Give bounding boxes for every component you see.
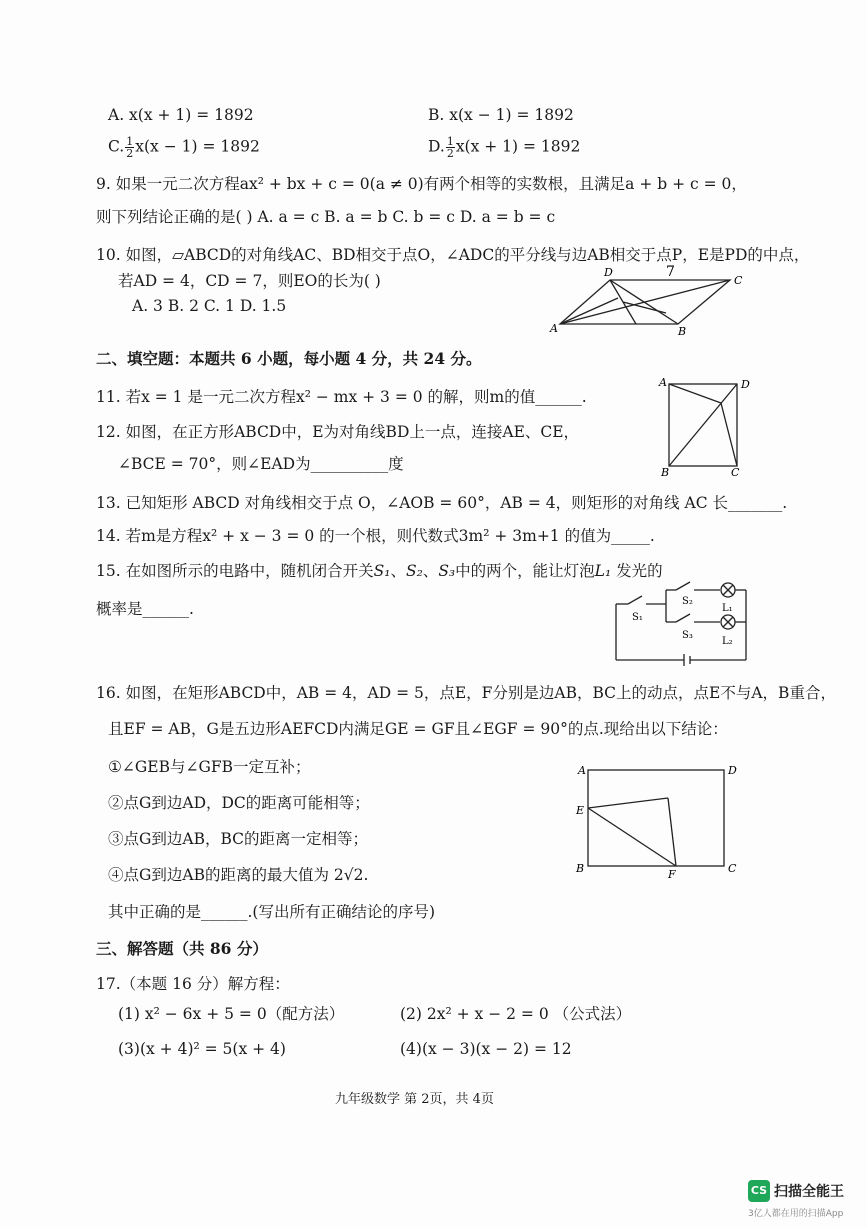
- q10-given: 若AD = 4，CD = 7，则EO的长为( ): [118, 272, 381, 290]
- q16-conclusion-2: ②点G到边AD，DC的距离可能相等；: [108, 794, 370, 812]
- q8-option-a: A. x(x + 1) = 1892: [108, 106, 254, 124]
- q15-switch-s3: S₃: [438, 562, 456, 580]
- q15-fig-s3: S₃: [682, 630, 693, 641]
- q8-option-c: C. $\frac{1}{2}$ x(x − 1) = 1892: [108, 135, 260, 160]
- q16-label-d: D: [728, 764, 737, 777]
- q10-label-b: B: [678, 325, 687, 338]
- q16-ask: 其中正确的是______.(写出所有正确结论的序号): [108, 903, 436, 921]
- q16-label-c: C: [728, 862, 737, 875]
- q16-label-e: E: [576, 804, 585, 817]
- q12-label-b: B: [661, 466, 670, 479]
- q12-label-c: C: [731, 466, 740, 479]
- q17-part-3: (3)(x + 4)² = 5(x + 4): [118, 1040, 286, 1058]
- q16-label-b: B: [576, 862, 585, 875]
- q10-note-7: 7: [666, 264, 675, 280]
- q16-conditions: 且EF = AB，G是五边形AEFCD内满足GE = GF且∠EGF = 90°的点.现给出以下结论：: [108, 720, 728, 738]
- q8-option-b: B. x(x − 1) = 1892: [428, 106, 574, 124]
- q10-parallelogram-figure: [548, 262, 748, 337]
- q16-rectangle-figure: [570, 760, 745, 880]
- q10-label-c: C: [734, 274, 743, 287]
- q15-question: 概率是______.: [96, 600, 194, 618]
- q10-label-d: D: [604, 266, 613, 279]
- q11-text: 11. 若x = 1 是一元二次方程x² − mx + 3 = 0 的解，则m的值______.: [96, 388, 587, 406]
- q12-square-figure: [655, 376, 755, 481]
- section-2-heading: 二、填空题：本题共 6 小题，每小题 4 分，共 24 分。: [96, 349, 482, 368]
- page-footer: 九年级数学 第 2页，共 4页: [335, 1092, 494, 1107]
- q12-label-d: D: [741, 378, 750, 391]
- q17-part-4: (4)(x − 3)(x − 2) = 12: [400, 1040, 572, 1058]
- q9-options: 则下列结论正确的是( ) A. a = c B. a = b C. b = c D. a = b = c: [96, 208, 556, 226]
- q10-options: A. 3 B. 2 C. 1 D. 1.5: [132, 297, 287, 315]
- q17-part-1: (1) x² − 6x + 5 = 0（配方法）: [118, 1005, 345, 1023]
- q12-label-a: A: [659, 376, 667, 389]
- cs-logo-icon: CS: [748, 1180, 770, 1202]
- q10-label-a: A: [550, 322, 558, 335]
- q13-text: 13. 已知矩形 ABCD 对角线相交于点 O，∠AOB = 60°，AB = 4，则矩形的对角线 AC 长_______.: [96, 494, 788, 512]
- q16-conclusion-3: ③点G到边AB，BC的距离一定相等；: [108, 830, 369, 848]
- q15-switch-s2: S₂: [405, 562, 423, 580]
- q15-circuit-figure: [610, 582, 760, 667]
- q8-option-d: D. $\frac{1}{2}$ x(x + 1) = 1892: [428, 135, 581, 160]
- q12-question: ∠BCE = 70°，则∠EAD为__________度: [118, 455, 404, 473]
- q16-label-f: F: [668, 868, 676, 881]
- q17-part-2: (2) 2x² + x − 2 = 0 （公式法）: [400, 1005, 632, 1023]
- q16-conclusion-4: ④点G到边AB的距离的最大值为 2√2.: [108, 866, 369, 884]
- q15-fig-s1: S₁: [632, 612, 643, 623]
- q10-stem: 10. 如图，▱ABCD的对角线AC、BD相交于点O，∠ADC的平分线与边AB相交于点P，E是PD的中点，: [96, 246, 810, 264]
- section-3-heading: 三、解答题（共 86 分）: [96, 939, 268, 958]
- q15-stem: 15. 在如图所示的电路中，随机闭合开关S₁、S₂、S₃中的两个，能让灯泡L₁ 发光的: [96, 562, 663, 580]
- q15-fig-l1: L₁: [722, 603, 733, 614]
- q15-fig-l2: L₂: [722, 636, 733, 647]
- q12-stem: 12. 如图，在正方形ABCD中，E为对角线BD上一点，连接AE、CE，: [96, 423, 580, 441]
- q16-label-a: A: [578, 764, 586, 777]
- q9-stem: 9. 如果一元二次方程ax² + bx + c = 0(a ≠ 0)有两个相等的实数根，且满足a + b + c = 0，: [96, 175, 747, 193]
- q16-conclusion-1: ①∠GEB与∠GFB一定互补；: [108, 758, 311, 776]
- scanner-watermark: CS 扫描全能王 3亿人都在用的扫描App: [748, 1180, 844, 1202]
- q15-switch-s1: S₁: [373, 562, 391, 580]
- q16-stem: 16. 如图，在矩形ABCD中，AB = 4，AD = 5，点E，F分别是边AB，BC上的动点，点E不与A，B重合，: [96, 684, 836, 702]
- q15-fig-s2: S₂: [682, 596, 693, 607]
- q17-title: 17.（本题 16 分）解方程：: [96, 975, 290, 993]
- q14-text: 14. 若m是方程x² + x − 3 = 0 的一个根，则代数式3m² + 3m+1 的值为_____.: [96, 527, 655, 545]
- q15-bulb-l1: L₁: [594, 562, 612, 580]
